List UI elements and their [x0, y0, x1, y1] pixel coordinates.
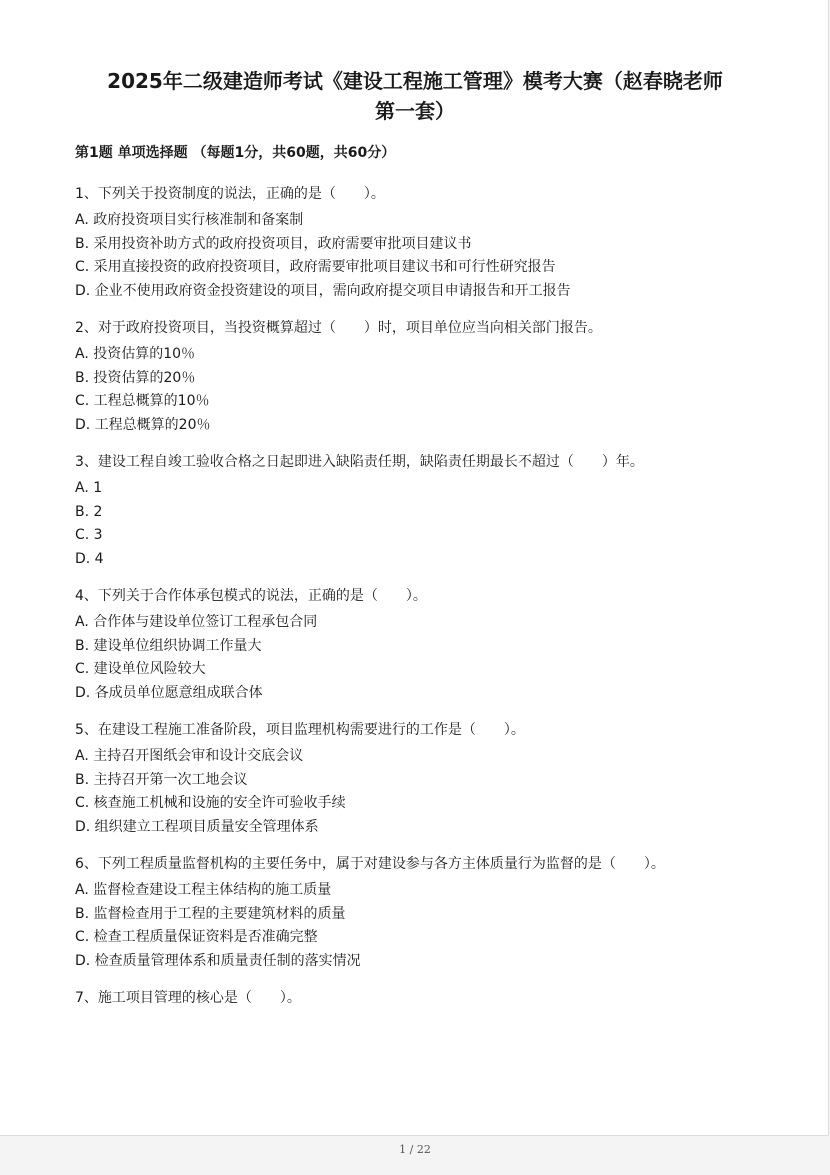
option-c: C. 核查施工机械和设施的安全许可验收手续	[75, 795, 346, 811]
option-c: C. 工程总概算的10％	[75, 393, 210, 409]
question-7	[75, 986, 735, 1010]
option-b: B. 建设单位组织协调工作量大	[75, 637, 262, 654]
question-stem: 4、下列关于合作体承包模式的说法，正确的是（ ）。	[75, 588, 427, 604]
question-3	[75, 450, 735, 571]
question-stem: 5、在建设工程施工准备阶段，项目监理机构需要进行的工作是（ ）。	[75, 722, 525, 738]
question-6	[75, 852, 735, 973]
title-line-2: 第一套）	[375, 99, 455, 123]
option-c: C. 3	[75, 527, 103, 543]
option-a: A. 主持召开图纸会审和设计交底会议	[75, 748, 304, 764]
question-5	[75, 718, 735, 839]
option-d: D. 企业不使用政府资金投资建设的项目，需向政府提交项目申请报告和开工报告	[75, 282, 571, 299]
question-stem: 2、对于政府投资项目，当投资概算超过（ ）时，项目单位应当向相关部门报告。	[75, 320, 602, 336]
option-b: B. 监督检查用于工程的主要建筑材料的质量	[75, 905, 346, 922]
option-a: A. 政府投资项目实行核准制和备案制	[75, 212, 304, 228]
option-b: B. 采用投资补助方式的政府投资项目，政府需要审批项目建议书	[75, 235, 472, 252]
title-line-1: 2025年二级建造师考试《建设工程施工管理》模考大赛（赵春晓老师	[107, 69, 723, 93]
question-stem: 7、施工项目管理的核心是（ ）。	[75, 990, 301, 1006]
option-b: B. 投资估算的20％	[75, 369, 196, 386]
question-stem: 1、下列关于投资制度的说法，正确的是（ ）。	[75, 186, 385, 202]
option-c: C. 采用直接投资的政府投资项目，政府需要审批项目建议书和可行性研究报告	[75, 259, 556, 275]
option-d: D. 4	[75, 550, 104, 567]
question-1	[75, 182, 735, 303]
option-a: A. 投资估算的10％	[75, 346, 196, 362]
option-d: D. 组织建立工程项目质量安全管理体系	[75, 818, 319, 835]
option-d: D. 工程总概算的20％	[75, 416, 211, 433]
section-header: 第1题 单项选择题 （每题1分，共60题，共60分）	[75, 145, 396, 161]
question-4	[75, 584, 735, 705]
question-list	[75, 182, 735, 1023]
option-b: B. 主持召开第一次工地会议	[75, 771, 248, 788]
question-stem: 3、建设工程自竣工验收合格之日起即进入缺陷责任期，缺陷责任期最长不超过（ ）年。	[75, 454, 644, 470]
question-2	[75, 316, 735, 437]
option-b: B. 2	[75, 503, 103, 520]
page-indicator: 1 / 22	[399, 1143, 431, 1156]
option-a: A. 1	[75, 480, 103, 496]
option-a: A. 监督检查建设工程主体结构的施工质量	[75, 882, 332, 898]
option-d: D. 各成员单位愿意组成联合体	[75, 684, 263, 701]
option-d: D. 检查质量管理体系和质量责任制的落实情况	[75, 952, 361, 969]
option-a: A. 合作体与建设单位签订工程承包合同	[75, 614, 318, 630]
option-c: C. 检查工程质量保证资料是否准确完整	[75, 929, 318, 945]
question-stem: 6、下列工程质量监督机构的主要任务中，属于对建设参与各方主体质量行为监督的是（ ）。	[75, 856, 665, 872]
document-title	[40, 66, 790, 126]
option-c: C. 建设单位风险较大	[75, 661, 206, 677]
